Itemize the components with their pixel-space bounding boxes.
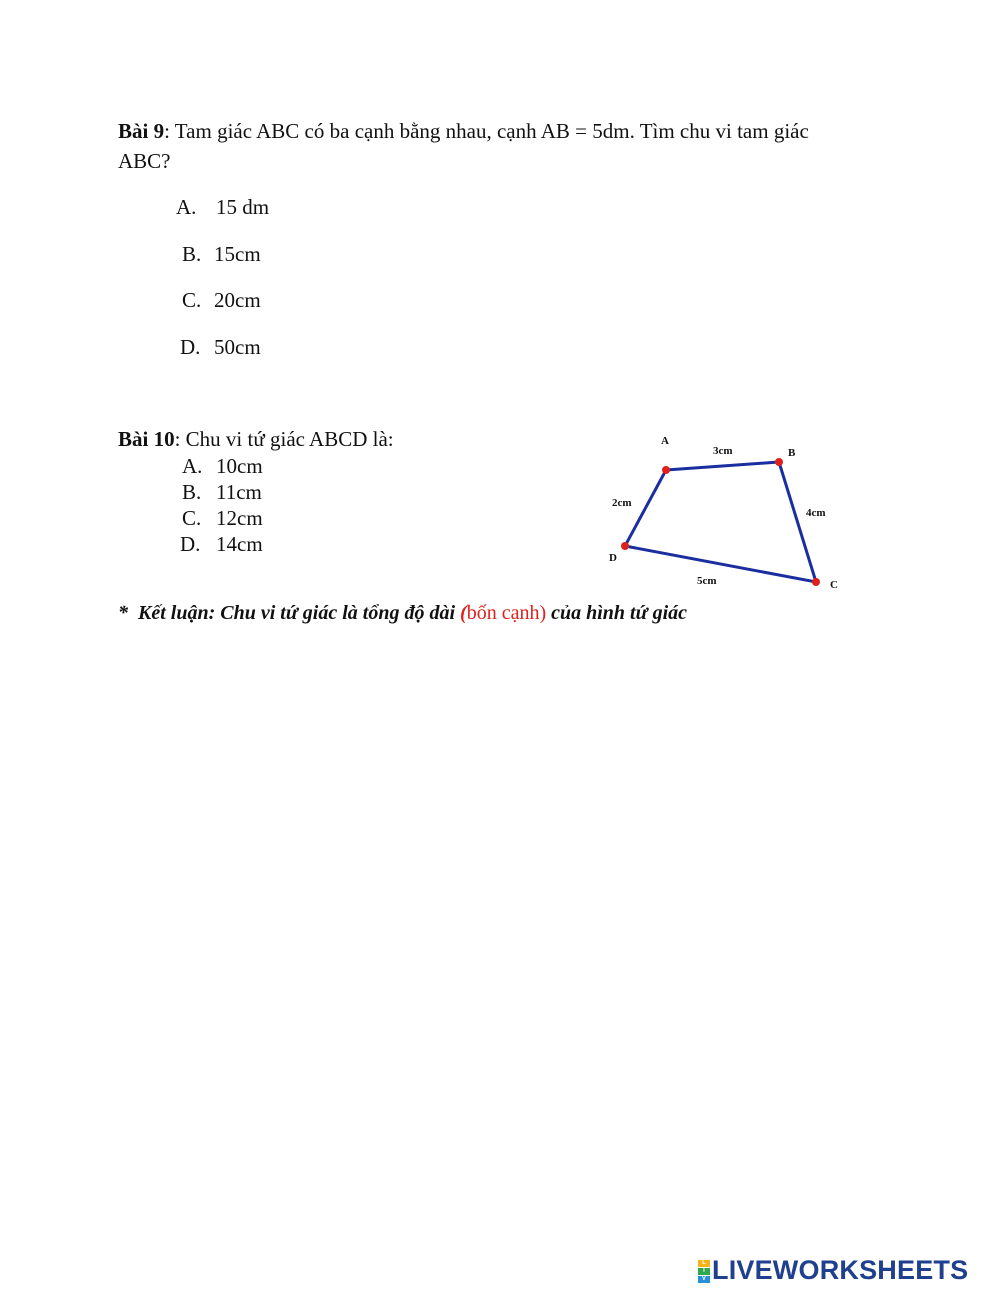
logo-blocks-icon [698, 1259, 710, 1284]
vertex-label-c: C [830, 579, 838, 591]
bai9-option-b[interactable] [182, 241, 261, 267]
bai10-option-b[interactable] [182, 479, 262, 505]
option-value: 15 dm [216, 195, 270, 219]
conclusion-highlight: bốn cạnh) [466, 602, 547, 624]
side-label-cd: 5cm [697, 575, 717, 587]
liveworksheets-logo [698, 1255, 968, 1286]
vertex-point-d [621, 542, 629, 550]
vertex-label-a: A [661, 435, 669, 447]
bai9-question-line1 [118, 116, 809, 146]
bai9-label: Bài 9 [118, 119, 165, 143]
conclusion-text-part3: của hình tứ giác [546, 602, 688, 624]
vertex-point-c [812, 578, 820, 586]
option-letter: C. [182, 288, 202, 312]
bai10-option-a[interactable] [182, 453, 263, 479]
bai9-option-c[interactable] [182, 287, 261, 313]
option-value: 11cm [216, 480, 262, 504]
bai9-option-d[interactable] [180, 334, 261, 360]
option-value: 20cm [214, 288, 261, 312]
conclusion-star: * [118, 602, 128, 624]
bai10-option-d[interactable] [180, 531, 263, 557]
vertex-point-a [662, 466, 670, 474]
bai9-question-line2: ABC? [118, 149, 171, 173]
bai9-option-a[interactable] [176, 194, 269, 220]
logo-text: LIVEWORKSHEETS [712, 1255, 969, 1285]
option-letter: A. [176, 195, 197, 219]
option-value: 15cm [214, 242, 261, 266]
logo-block: V [698, 1276, 710, 1283]
bai9-question-text: : Tam giác ABC có ba cạnh bằng nhau, cạnh AB = 5dm. Tìm chu vi tam giác [164, 119, 809, 143]
vertex-label-d: D [609, 552, 617, 564]
option-letter: B. [182, 242, 202, 266]
logo-block: L [698, 1260, 710, 1267]
bai10-option-c[interactable] [182, 505, 263, 531]
option-value: 10cm [216, 454, 263, 478]
conclusion-paren: ( [460, 602, 467, 624]
side-label-da: 2cm [612, 497, 632, 509]
side-label-ab: 3cm [713, 445, 733, 457]
conclusion-line [118, 602, 687, 625]
quadrilateral-figure [600, 428, 850, 598]
option-value: 14cm [216, 532, 263, 556]
vertex-label-b: B [788, 447, 796, 459]
logo-block: I [698, 1268, 710, 1275]
option-value: 50cm [214, 335, 261, 359]
conclusion-text-part1: Kết luận: Chu vi tứ giác là tổng độ dài [138, 602, 461, 624]
option-value: 12cm [216, 506, 263, 530]
bai10-question-text: : Chu vi tứ giác ABCD là: [174, 427, 394, 451]
side-label-bc: 4cm [806, 507, 826, 519]
quadrilateral-outline [625, 462, 816, 582]
option-letter: C. [182, 506, 202, 530]
option-letter: D. [180, 335, 201, 359]
bai10-question [118, 424, 394, 454]
vertex-point-b [775, 458, 783, 466]
option-letter: A. [182, 454, 203, 478]
option-letter: D. [180, 532, 201, 556]
bai10-label: Bài 10 [118, 427, 175, 451]
option-letter: B. [182, 480, 202, 504]
